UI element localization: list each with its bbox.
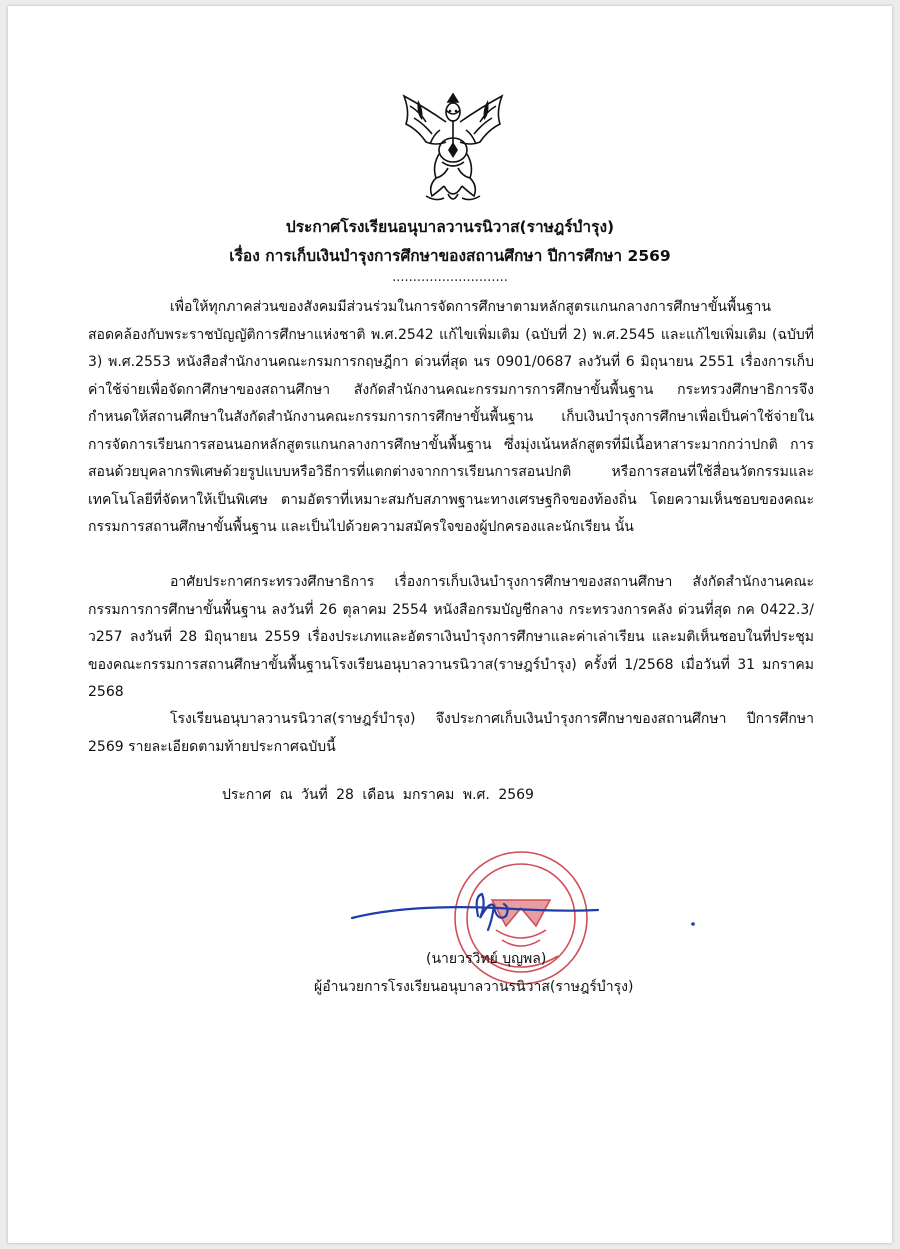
body-paragraph-3 [88, 706, 814, 761]
announcement-title: ประกาศโรงเรียนอนุบาลวานรนิวาส(ราษฎร์บำรุง) [285, 218, 615, 236]
paragraph-text: อาศัยประกาศกระทรวงศึกษาธิการ เรื่องการเก็บเงินบำรุงการศึกษาของสถานศึกษา สังกัดสำนักงานคณะกรรมการการศึกษาขั้นพื้นฐาน ลงวันที่ 26 ตุลาคม 2554 หนังสือกรมบัญชีกลาง กระทรวงการคลัง ด่วนที่สุด กค 0422.3/ว257 ลงวันที่ 28 มิถุนายน 2559 เรื่องประเภทและอัตราเงินบำรุงการศึกษาและค่าเล่าเรียน และมติเห็นชอบในที่ประชุมของคณะกรรมการสถานศึกษาขั้นพื้นฐานโรงเรียนอนุบาลวานรนิวาส(ราษฎร์บำรุง) ครั้งที่ 1/2568 เมื่อวันที่ 31 มกราคม 2568 [88, 574, 814, 700]
garuda-emblem-icon [396, 90, 510, 208]
title-separator: ............................ [392, 270, 508, 285]
document-page [8, 6, 892, 1243]
handwritten-signature [348, 886, 708, 946]
announcement-date: ประกาศ ณ วันที่ 28 เดือน มกราคม พ.ศ. 2569 [222, 787, 534, 803]
paragraph-text: โรงเรียนอนุบาลวานรนิวาส(ราษฎร์บำรุง) จึงประกาศเก็บเงินบำรุงการศึกษาของสถานศึกษา ปีการศึกษา 2569 รายละเอียดตามท้ายประกาศฉบับนี้ [88, 711, 814, 755]
paragraph-text: เพื่อให้ทุกภาคส่วนของสังคมมีส่วนร่วมในการจัดการศึกษาตามหลักสูตรแกนกลางการศึกษาขั้นพื้นฐาน สอดคล้องกับพระราชบัญญัติการศึกษาแห่งชาติ พ.ศ.2542 แก้ไขเพิ่มเติม (ฉบับที่ 2) พ.ศ.2545 และแก้ไขเพิ่มเติม (ฉบับที่ 3) พ.ศ.2553 หนังสือสำนักงานคณะกรมการกฤษฎีกา ด่วนที่สุด นร 0901/0687 ลงวันที่ 6 มิถุนายน 2551 เรื่องการเก็บค่าใช้จ่ายเพื่อจัดกาศึกษาของสถานศึกษา สังกัดสำนักงานคณะกรรมการการศึกษาขั้นพื้นฐาน กระทรวงศึกษาธิการจึงกำหนดให้สถานศึกษาในสังกัดสำนักงานคณะกรรมการการศึกษาขั้นพื้นฐาน เก็บเงินบำรุงการศึกษาเพื่อเป็นค่าใช้จ่ายในการจัดการเรียนการสอนนอกหลักสูตรแกนกลางการศึกษาขั้นพื้นฐาน ซึ่งมุ่งเน้นหลักสูตรที่มีเนื้อหาสาระมากกว่าปกติ การสอนด้วยบุคลากรพิเศษด้วยรูปแบบหรือวิธีการที่แตกต่างจากการเรียนการสอนปกติ หรือการสอนที่ใช้สื่อนวัตกรรมและเทคโนโลยีที่จัดหาให้เป็นพิเศษ ตามอัตราที่เหมาะสมกับสภาพฐานะทางเศรษฐกิจของท้องถิ่น โดยความเห็นชอบของคณะกรรมการสถานศึกษาขั้นพื้นฐาน และเป็นไปด้วยความสมัครใจของผู้ปกครองและนักเรียน นั้น [88, 299, 814, 535]
body-paragraph-2 [88, 569, 814, 707]
signer-position: ผู้อำนวยการโรงเรียนอนุบาลวานรนิวาส(ราษฎร์บำรุง) [314, 979, 634, 995]
body-paragraph-1 [88, 294, 814, 542]
signer-name: (นายวรวิทย์ บุญพล) [426, 951, 547, 967]
announcement-subject: เรื่อง การเก็บเงินบำรุงการศึกษาของสถานศึกษา ปีการศึกษา 2569 [229, 247, 671, 265]
